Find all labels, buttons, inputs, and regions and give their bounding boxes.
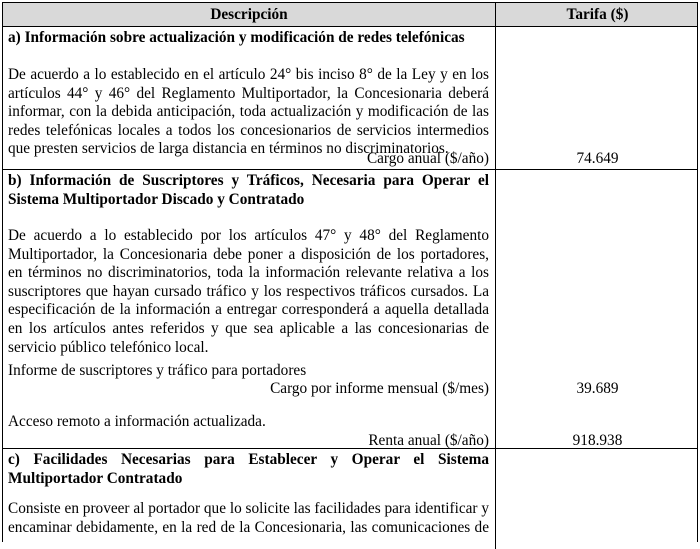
section-a-title: a) Información sobre actualización y modificación de redes telefónicas [8,29,465,46]
section-b-item-2-charge-label: Renta anual ($/año) [368,432,489,449]
section-b-row [3,169,697,449]
tariff-table [2,2,698,542]
section-b-item-1-charge-label: Cargo por informe mensual ($/mes) [270,380,489,397]
section-c-paragraph: Consiste en proveer al portador que lo solicite las facilidades para identificar y encaminar debidamente, en la red de la Concesionaria, las comunicaciones de [8,500,489,536]
column-divider [495,449,496,549]
section-b-item-1-charge-value: 39.689 [576,380,619,397]
section-b-item-1-label: Informe de suscriptores y tráfico para portadores [8,362,307,379]
section-a-row [3,26,697,170]
section-a-charge-label: Cargo anual ($/año) [366,150,489,167]
section-b-paragraph: De acuerdo a lo establecido por los artículos 47° y 48° del Reglamento Multiportador, la Concesionaria debe poner a disposición de los portadores, en términos no discriminatorios, toda la información relevante relativa a los suscriptores que hayan cursado tráfico y los respectivos tráficos cursados. La especificación de la información a entregar corresponderá a aquella detallada en los artículos antes referidos y que sea aplicable a las concesionarias de servicio público telefónico local. [8,227,489,356]
section-b-title: b) Información de Suscriptores y Tráficos, Necesaria para Operar el Sistema Multiportador Discado y Contratado [8,172,489,208]
section-c-title: c) Facilidades Necesarias para Establecer y Operar el Sistema Multiportador Contratado [8,451,489,487]
table-header [3,2,697,27]
column-divider [495,170,496,449]
section-b-item-2-label: Acceso remoto a información actualizada. [8,413,266,430]
header-descripcion: Descripción [210,6,288,23]
header-tarifa: Tarifa ($) [566,6,629,23]
section-a-charge-value: 74.649 [576,150,619,167]
section-b-item-2-charge-value: 918.938 [572,432,623,449]
section-a-paragraph: De acuerdo a lo establecido en el artículo 24° bis inciso 8° de la Ley y en los artículos 44° y 46° del Reglamento Multiportador, la Concesionaria deberá informar, con la debida anticipación, toda actualización y modificación de las redes telefónicas locales a todos los concesionarios de servicios intermedios que presten servicios de larga distancia en términos no discriminatorios. [8,66,489,158]
column-divider [495,27,496,170]
